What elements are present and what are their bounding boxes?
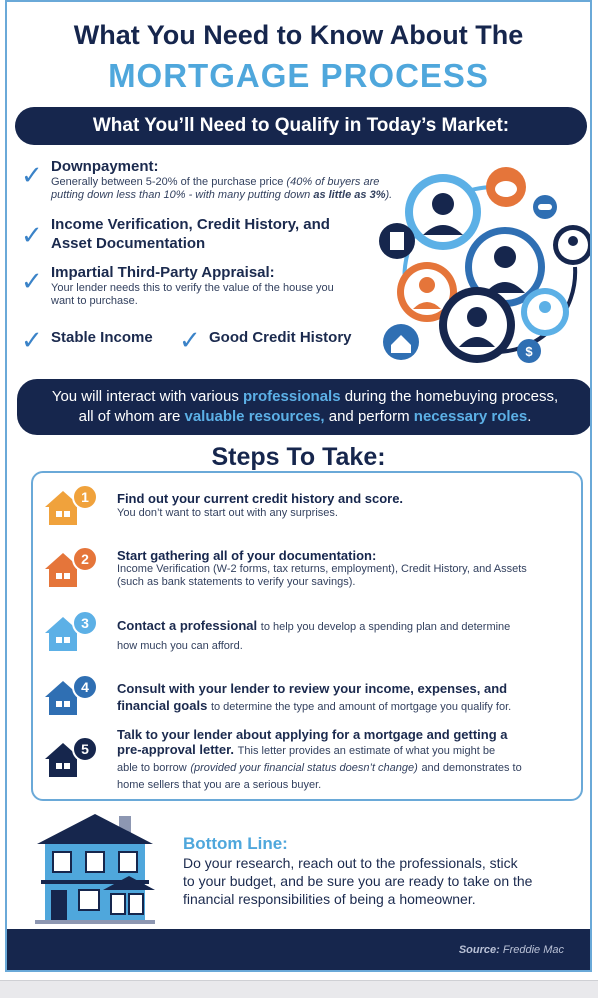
source-credit xyxy=(459,944,564,956)
house-step-4-icon xyxy=(39,673,99,719)
income-title-line-2: Asset Documentation xyxy=(51,235,206,252)
step-3-text xyxy=(117,617,567,655)
bottom-line-text-2: to your budget, and be sure you are ready to take on the xyxy=(183,873,533,889)
house-illustration xyxy=(35,810,155,930)
step-5-rest-line-2: This letter provides an estimate of what you might be xyxy=(237,745,496,757)
appraisal-desc-line-2: want to purchase. xyxy=(51,295,138,307)
pro-highlight: professionals xyxy=(243,388,341,405)
downpayment-desc-italic-2: putting down less than 10% - with many putting down xyxy=(51,189,311,201)
title-line-2: MORTGAGE PROCESS xyxy=(108,57,489,94)
professional-woman-icon xyxy=(405,174,481,250)
bottom-line-title: Bottom Line: xyxy=(183,834,288,853)
stable-income-label: Stable Income xyxy=(51,329,153,346)
pro-text: You will interact with various xyxy=(51,388,239,405)
svg-text:$: $ xyxy=(525,344,533,359)
step-number: 2 xyxy=(81,551,89,567)
source-label: Source: xyxy=(458,944,500,956)
check-icon: ✓ xyxy=(21,325,43,355)
good-credit-label: Good Credit History xyxy=(209,329,352,346)
step-5-rest-line-3b: and demonstrates to xyxy=(421,762,522,774)
dollar-icon xyxy=(517,339,541,363)
pro-highlight: necessary roles xyxy=(413,408,528,425)
pro-text: and perform xyxy=(328,408,410,425)
house-step-2-icon xyxy=(39,545,99,591)
pro-highlight: valuable resources, xyxy=(184,408,325,425)
downpayment-title: Downpayment: xyxy=(51,158,159,175)
professionals-banner xyxy=(17,379,592,435)
step-3-rest-line-2: how much you can afford. xyxy=(117,640,243,652)
step-number: 4 xyxy=(81,679,89,695)
step-3-rest-line-1: to help you develop a spending plan and determine xyxy=(260,621,511,633)
house-step-5-icon xyxy=(39,735,99,781)
bottom-line-text xyxy=(183,854,583,908)
pro-text: during the homebuying process, xyxy=(344,388,559,405)
step-4-bold-line-2: financial goals xyxy=(117,698,208,713)
document-icon xyxy=(379,223,415,259)
step-2-desc-line-2: (such as bank statements to verify your savings). xyxy=(117,576,356,588)
downpayment-desc-end: ). xyxy=(385,189,393,201)
bottom-line-text-1: Do your research, reach out to the professionals, stick xyxy=(183,855,518,871)
step-5-rest-line-4: home sellers that you are a serious buyer. xyxy=(117,779,322,791)
source-name: Freddie Mac xyxy=(502,944,564,956)
downpayment-desc-plain: Generally between 5-20% of the purchase price xyxy=(51,176,284,188)
appraisal-title: Impartial Third-Party Appraisal: xyxy=(51,264,275,281)
step-5-rest-line-3-italic: (provided your financial status doesn’t change) xyxy=(190,762,418,774)
pro-text: all of whom are xyxy=(78,408,181,425)
step-5-text xyxy=(117,727,567,793)
step-number: 5 xyxy=(81,741,89,757)
step-4-rest: to determine the type and amount of mortgage you qualify for. xyxy=(210,701,512,713)
bottom-gray-bar xyxy=(0,980,598,998)
step-4-bold-line-1: Consult with your lender to review your income, expenses, and xyxy=(117,681,508,696)
downpayment-desc xyxy=(51,176,421,202)
house-step-3-icon xyxy=(39,609,99,655)
step-2-desc xyxy=(117,563,527,589)
check-icon: ✓ xyxy=(179,325,201,355)
step-2-desc-line-1: Income Verification (W-2 forms, tax returns, employment), Credit History, and Assets xyxy=(117,563,527,575)
professional-person-icon xyxy=(521,288,569,336)
appraisal-desc xyxy=(51,282,391,308)
steps-heading: Steps To Take: xyxy=(211,443,386,471)
downpayment-desc-bold: as little as 3% xyxy=(313,189,386,201)
house-step-1-icon xyxy=(39,483,99,529)
step-1-desc: You don’t want to start out with any surprises. xyxy=(117,507,338,519)
professionals-network-graphic xyxy=(375,157,592,372)
appraisal-desc-line-1: Your lender needs this to verify the value of the house you xyxy=(51,282,334,294)
income-title-line-1: Income Verification, Credit History, and xyxy=(51,216,330,233)
house-dollar-icon xyxy=(383,324,419,360)
title-line-1: What You Need to Know About The xyxy=(73,20,524,50)
step-number: 3 xyxy=(81,615,89,631)
step-2-title: Start gathering all of your documentation: xyxy=(117,548,377,563)
step-3-bold: Contact a professional xyxy=(117,618,258,633)
bottom-line-text-3: financial responsibilities of being a homeowner. xyxy=(183,891,476,907)
check-icon: ✓ xyxy=(21,266,43,296)
check-icon: ✓ xyxy=(21,160,43,190)
handshake-icon xyxy=(533,195,557,219)
step-4-text xyxy=(117,680,567,716)
check-icon: ✓ xyxy=(21,220,43,250)
qualify-heading: What You’ll Need to Qualify in Today’s Market: xyxy=(15,107,587,145)
step-5-bold-line-1: Talk to your lender about applying for a mortgage and getting a xyxy=(117,727,508,742)
step-5-bold-line-2: pre-approval letter. xyxy=(117,742,235,757)
step-5-rest-line-3a: able to borrow xyxy=(117,762,187,774)
downpayment-desc-italic-1: (40% of buyers are xyxy=(286,176,380,188)
professional-person-icon xyxy=(553,225,592,265)
infographic-frame xyxy=(5,0,592,972)
professional-man-icon xyxy=(439,287,515,363)
piggy-bank-icon xyxy=(486,167,526,207)
step-number: 1 xyxy=(81,489,89,505)
step-1-title: Find out your current credit history and score. xyxy=(117,491,404,506)
pro-text: . xyxy=(527,408,532,425)
